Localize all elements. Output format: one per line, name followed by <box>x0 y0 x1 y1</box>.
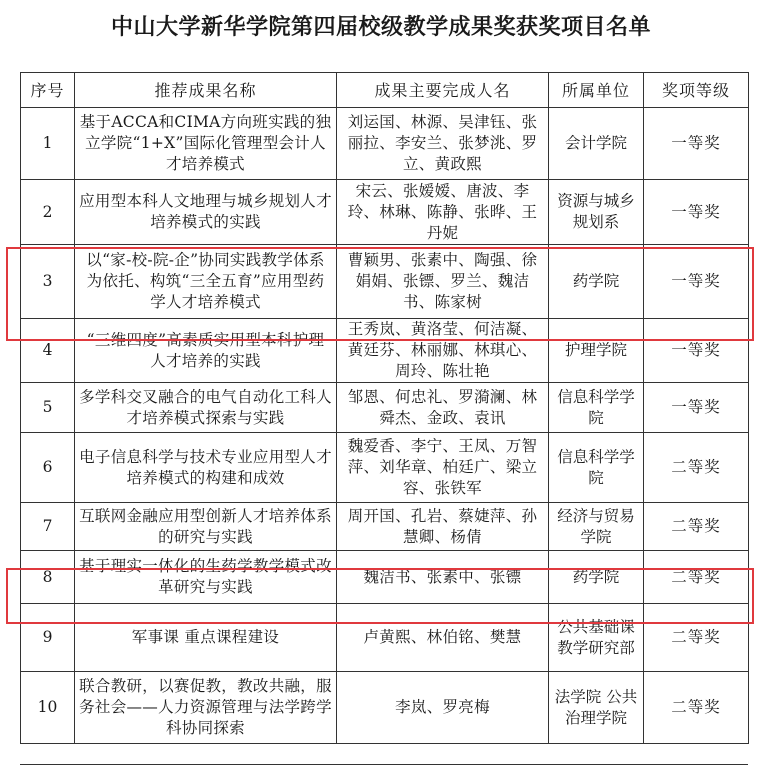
cell-name: 军事课 重点课程建设 <box>75 604 337 672</box>
cell-people: 曹颖男、张素中、陶强、徐娟娟、张镖、罗兰、魏洁书、陈家树 <box>337 245 549 319</box>
cell-unit: 信息科学学院 <box>549 383 644 433</box>
header-people: 成果主要完成人名 <box>337 73 549 108</box>
table-row <box>21 108 749 180</box>
table-row <box>21 604 749 672</box>
cell-award: 一等奖 <box>644 180 749 245</box>
cell-name: 基于ACCA和CIMA方向班实践的独立学院“1+X”国际化管理型会计人才培养模式 <box>75 108 337 180</box>
cell-no: 2 <box>21 180 75 245</box>
cell-no: 7 <box>21 503 75 551</box>
cell-unit: 药学院 <box>549 551 644 604</box>
cell-award: 一等奖 <box>644 319 749 383</box>
cell-people: 魏爱香、李宁、王凤、万智萍、刘华章、柏廷广、梁立容、张铁军 <box>337 433 549 503</box>
cell-name: 电子信息科学与技术专业应用型人才培养模式的构建和成效 <box>75 433 337 503</box>
cell-name: 多学科交叉融合的电气自动化工科人才培养模式探索与实践 <box>75 383 337 433</box>
header-unit: 所属单位 <box>549 73 644 108</box>
table-row <box>21 180 749 245</box>
cell-unit: 法学院 公共治理学院 <box>549 672 644 744</box>
header-name: 推荐成果名称 <box>75 73 337 108</box>
cell-people: 李岚、罗亮梅 <box>337 672 549 744</box>
cell-no: 1 <box>21 108 75 180</box>
award-table <box>20 72 749 744</box>
cell-award: 一等奖 <box>644 383 749 433</box>
header-award: 奖项等级 <box>644 73 749 108</box>
cell-unit: 经济与贸易学院 <box>549 503 644 551</box>
cell-name: “三维四度”高素质实用型本科护理人才培养的实践 <box>75 319 337 383</box>
cell-unit: 信息科学学院 <box>549 433 644 503</box>
cell-name: 应用型本科人文地理与城乡规划人才培养模式的实践 <box>75 180 337 245</box>
cell-name: 基于理实一体化的生药学教学模式改革研究与实践 <box>75 551 337 604</box>
cell-no: 10 <box>21 672 75 744</box>
cell-award: 一等奖 <box>644 108 749 180</box>
cell-award: 二等奖 <box>644 503 749 551</box>
cell-people: 邹恩、何忠礼、罗漪澜、林舜杰、金政、袁讯 <box>337 383 549 433</box>
table-row <box>21 551 749 604</box>
cell-unit: 资源与城乡规划系 <box>549 180 644 245</box>
cell-award: 二等奖 <box>644 604 749 672</box>
table-row <box>21 503 749 551</box>
table-row <box>21 383 749 433</box>
cell-award: 二等奖 <box>644 672 749 744</box>
cell-award: 二等奖 <box>644 551 749 604</box>
cell-no: 3 <box>21 245 75 319</box>
table-row <box>21 433 749 503</box>
table-row <box>21 319 749 383</box>
cell-people: 魏洁书、张素中、张镖 <box>337 551 549 604</box>
cell-no: 6 <box>21 433 75 503</box>
table-header-row <box>21 73 749 108</box>
cell-people: 宋云、张嫒嫒、唐波、李玲、林琳、陈静、张晔、王丹妮 <box>337 180 549 245</box>
cell-people: 刘运国、林源、吴津钰、张丽拉、李安兰、张梦洮、罗立、黄政熙 <box>337 108 549 180</box>
table-row <box>21 672 749 744</box>
cell-unit: 会计学院 <box>549 108 644 180</box>
cell-people: 周开国、孔岩、蔡婕萍、孙慧卿、杨倩 <box>337 503 549 551</box>
cell-no: 4 <box>21 319 75 383</box>
cell-unit: 药学院 <box>549 245 644 319</box>
cell-people: 卢黄熙、林伯铭、樊慧 <box>337 604 549 672</box>
page-title: 中山大学新华学院第四届校级教学成果奖获奖项目名单 <box>110 15 651 40</box>
cell-name: 联合教研，以赛促教，教改共融，服务社会——人力资源管理与法学跨学科协同探索 <box>75 672 337 744</box>
cell-no: 9 <box>21 604 75 672</box>
cell-people: 王秀岚、黄洛莹、何洁凝、黄廷芬、林丽娜、林琪心、周玲、陈壮艳 <box>337 319 549 383</box>
cell-no: 5 <box>21 383 75 433</box>
cell-name: 以“家-校-院-企”协同实践教学体系为依托、构筑“三全五育”应用型药学人才培养模式 <box>75 245 337 319</box>
header-no: 序号 <box>21 73 75 108</box>
cell-unit: 护理学院 <box>549 319 644 383</box>
cell-name: 互联网金融应用型创新人才培养体系的研究与实践 <box>75 503 337 551</box>
cell-award: 一等奖 <box>644 245 749 319</box>
cell-award: 二等奖 <box>644 433 749 503</box>
cell-no: 8 <box>21 551 75 604</box>
table-row <box>21 245 749 319</box>
cell-unit: 公共基础课教学研究部 <box>549 604 644 672</box>
